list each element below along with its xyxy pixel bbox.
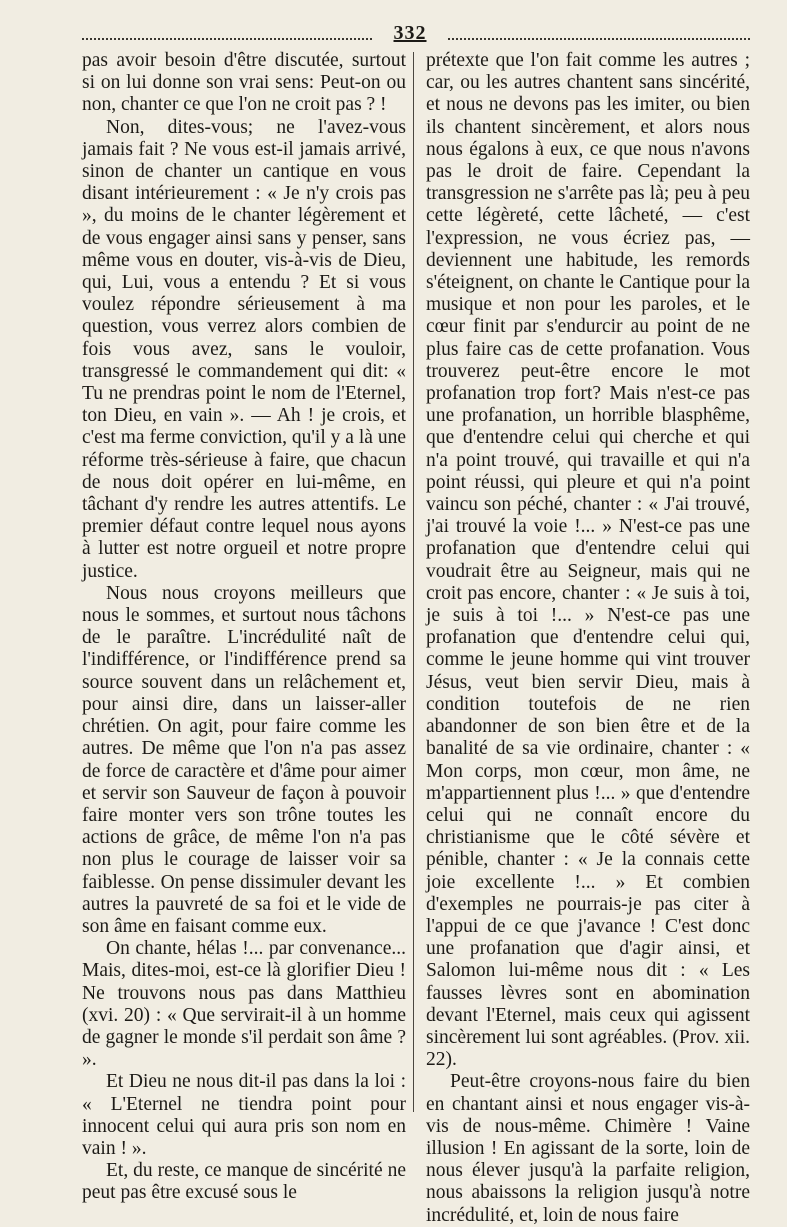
left-column bbox=[82, 50, 406, 1205]
left-paragraph-1: pas avoir besoin d'être discutée, surtout si on lui donne son vrai sens: Peut-on ou non, chanter ce que l'on ne croit pas ? ! bbox=[82, 50, 406, 116]
page-number: 332 bbox=[393, 22, 427, 44]
left-paragraph-2: Non, dites-vous; ne l'avez-vous jamais fait ? Ne vous est-il jamais arrivé, sinon de chanter un cantique en vous disant intérieurement : « Je n'y crois pas », du moins de le chanter légèrement et de vous engager ainsi sans y penser, sans même vous en douter, vis-à-vis de Dieu, qui, Lui, vous a entendu ? Et si vous voulez répondre sérieusement à ma question, vous verrez alors combien de fois vous avez, sans le vouloir, transgressé le commandement qui dit: « Tu ne prendras point le nom de l'Eternel, ton Dieu, en vain ». — Ah ! je crois, et c'est ma ferme conviction, qu'il y a là une réforme très-sérieuse à faire, que chacun de nous doit opérer en lui-même, en tâchant d'y rendre les autres attentifs. Le premier défaut contre lequel nous ayons à lutter est notre orgueil et notre propre justice. bbox=[82, 116, 406, 582]
left-paragraph-6: Et, du reste, ce manque de sincérité ne peut pas être excusé sous le bbox=[82, 1160, 406, 1204]
right-column bbox=[426, 50, 750, 1227]
header-rule-right bbox=[448, 38, 750, 40]
left-paragraph-5: Et Dieu ne nous dit-il pas dans la loi : « L'Eternel ne tiendra point pour innocent celui qui aura pris son nom en vain ! ». bbox=[82, 1071, 406, 1159]
column-divider bbox=[413, 52, 414, 1112]
header-rule-left bbox=[82, 38, 372, 40]
left-paragraph-4: On chante, hélas !... par convenance... Mais, dites-moi, est-ce là glorifier Dieu ! Ne trouvons nous pas dans Matthieu (xvi. 20) : « Que servirait-il à un homme de gagner le monde s'il perdait son âme ? ». bbox=[82, 938, 406, 1071]
right-paragraph-2: Peut-être croyons-nous faire du bien en chantant ainsi et nous engager vis-à-vis de nous-même. Chimère ! Vaine illusion ! En agissant de la sorte, loin de nous élever jusqu'à la parfaite religion, nous abaissons la religion jusqu'à notre incrédulité, et, loin de nous faire bbox=[426, 1071, 750, 1226]
running-header bbox=[82, 22, 750, 46]
left-paragraph-3: Nous nous croyons meilleurs que nous le sommes, et surtout nous tâchons de le paraître. L'incrédulité naît de l'indifférence, or l'indifférence prend sa source souvent dans un relâchement et, pour ainsi dire, dans un laisser-aller chrétien. On agit, pour faire comme les autres. De même que l'on n'a pas assez de force de caractère et d'âme pour aimer et servir son Sauveur de façon à pouvoir faire monter vers son trône toutes les actions de grâce, de même l'on n'a pas non plus le courage de laisser voir sa faiblesse. On pense dissimuler devant les autres la pauvreté de sa foi et le vide de son âme en faisant comme eux. bbox=[82, 582, 406, 937]
right-paragraph-1: prétexte que l'on fait comme les autres ; car, ou les autres chantent sans sincérité, et nous ne devons pas les imiter, ou bien ils chantent sincèrement, et alors nous nous égalons à eux, ce que nous n'avons pas le droit de faire. Cependant la transgression ne s'arrête pas là; peu à peu cette légèreté, cette lâcheté, — c'est l'expression, ne vous écriez pas, — deviennent une habitude, les remords s'éteignent, on chante le Cantique pour la musique et non pour les paroles, et le cœur finit par s'endurcir au point de ne plus faire cas de cette profanation. Vous trouverez peut-être encore le mot profanation trop fort? Mais n'est-ce pas une profanation, un horrible blasphême, que d'entendre celui qui cherche et qui n'a point trouvé, qui travaille et qui n'a point réussi, qui pleure et qui n'a point vaincu son péché, chanter : « J'ai trouvé, j'ai trouvé la voie !... » N'est-ce pas une profanation que d'entendre celui qui voudrait être au Seigneur, mais qui ne croit pas encore, chanter : « Je suis à toi, je suis à toi !... » N'est-ce pas une profanation que d'entendre celui qui, comme le jeune homme qui vint trouver Jésus, veut bien servir Dieu, mais à condition toutefois de ne rien abandonner de son bien être et de la banalité de sa vie ordinaire, chanter : « Mon corps, mon cœur, mon âme, ne m'appartiennent plus !... » que d'entendre celui qui ne connaît encore du christianisme que le côté sévère et pénible, chanter : « Je la connais cette joie excellente !... » Et combien d'exemples ne pourrais-je pas citer à l'appui de ce que j'avance ! C'est donc une profanation que d'agir ainsi, et Salomon lui-même nous dit : « Les fausses lèvres sont en abomination devant l'Eternel, mais ceux qui agissent sincèrement lui sont agréables. (Prov. xii. 22). bbox=[426, 50, 750, 1071]
